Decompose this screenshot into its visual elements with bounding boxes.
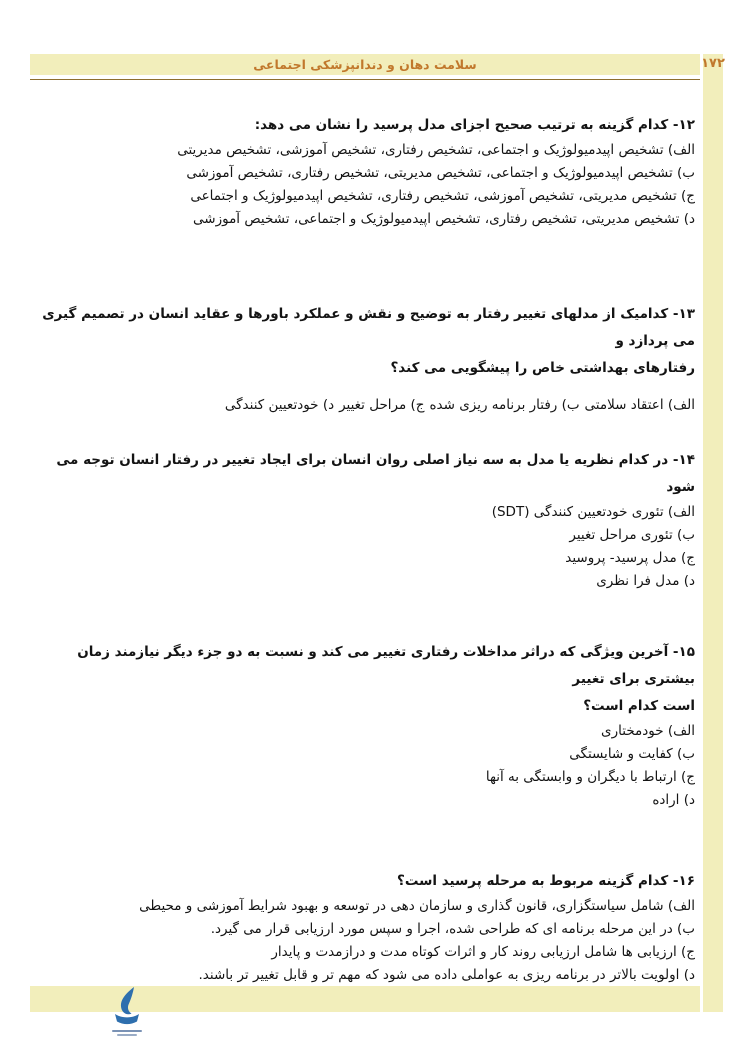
side-strip [703,54,723,1012]
question-option: د) خودتعیین کنندگی [224,397,335,413]
question-options [42,139,695,231]
question-option: ب) تشخیص اپیدمیولوژیک و اجتماعی، تشخیص مدیریتی، تشخیص رفتاری، تشخیص آموزشی [186,165,695,181]
question-option: د) اراده [652,792,695,808]
publisher-logo [106,986,148,1036]
question-option: ج) ارتباط با دیگران و وابستگی به آنها [485,769,695,785]
page-title: سلامت دهان و دندانپزشکی اجتماعی [253,57,477,72]
question-title [42,868,695,895]
question-option: ب) در این مرحله برنامه ای که طراحی شده، اجرا و سپس مورد ارزیابی قرار می گیرد. [210,921,695,937]
header-band [30,54,700,75]
question-title [42,639,695,720]
question-block [42,301,695,417]
question-option: الف) اعتقاد سلامتی [584,397,695,413]
question-title-line: ۱۵- آخرین ویژگی که دراثر مداخلات رفتاری تغییر می کند و نسبت به دو جزء دیگر نیازمند زمان بیشتری برای تغییر [77,644,695,687]
publisher-logo-caption [106,1030,148,1036]
question-option: د) تشخیص مدیریتی، تشخیص رفتاری، تشخیص اپیدمیولوژیک و اجتماعی، تشخیص آموزشی [193,211,695,227]
question-title-line: ۱۶- کدام گزینه مربوط به مرحله پرسید است؟ [396,873,695,889]
question-block [42,447,695,593]
question-option: الف) تشخیص اپیدمیولوژیک و اجتماعی، تشخیص رفتاری، تشخیص آموزشی، تشخیص مدیریتی [177,142,695,158]
question-options [42,895,695,987]
question-option: الف) شامل سیاستگزاری، قانون گذاری و سازمان دهی در توسعه و بهبود شرایط آموزشی و محیطی [139,898,695,914]
publisher-logo-icon [111,986,143,1028]
question-option: ب) تئوری مراحل تغییر [569,527,695,543]
question-option: ج) مدل پرسید- پروسید [565,550,695,566]
question-options [225,394,695,417]
question-option: ج) ارزیابی ها شامل ارزیابی روند کار و اثرات کوتاه مدت و درازمدت و پایدار [271,944,695,960]
page-number: ۱۷۲ [701,56,725,71]
question-block [42,112,695,231]
question-option: ب) کفایت و شایستگی [569,746,695,762]
header-rule [30,79,700,80]
question-title-line: ۱۲- کدام گزینه به ترتیب صحیح اجزای مدل پرسید را نشان می دهد: [254,117,695,133]
question-option: الف) تئوری خودتعیین کنندگی (SDT) [491,504,695,520]
question-option: ب) رفتار برنامه ریزی شده [429,397,580,413]
question-block [42,639,695,812]
question-option: ج) مراحل تغییر [339,397,425,413]
question-option: د) اولویت بالاتر در برنامه ریزی به عواملی داده می شود که مهم تر و قابل تغییر تر باشند. [198,967,695,983]
question-option: د) مدل فرا نظری [596,573,695,589]
question-option: الف) خودمختاری [601,723,695,739]
question-option: ج) تشخیص مدیریتی، تشخیص آموزشی، تشخیص رفتاری، تشخیص اپیدمیولوژیک و اجتماعی [190,188,695,204]
question-options [42,720,695,812]
questions-list [42,100,695,987]
question-title-line: ۱۳- کدامیک از مدلهای تغییر رفتار به توضیح و نقش و عملکرد باورها و عقاید انسان در تصمیم گیری می پردازد و [42,306,695,349]
question-title-line: است کدام است؟ [583,698,695,714]
question-options [42,501,695,593]
question-title-line: ۱۴- در کدام نظریه یا مدل به سه نیاز اصلی روان انسان برای ایجاد تغییر در رفتار انسان توجه می شود [56,452,695,495]
question-title [42,447,695,501]
question-title-line: رفتارهای بهداشتی خاص را پیشگویی می کند؟ [390,360,695,376]
question-title [42,112,695,139]
logo-text-line [112,1030,142,1032]
question-title [42,301,695,382]
question-block [42,868,695,987]
logo-text-line [117,1034,137,1036]
